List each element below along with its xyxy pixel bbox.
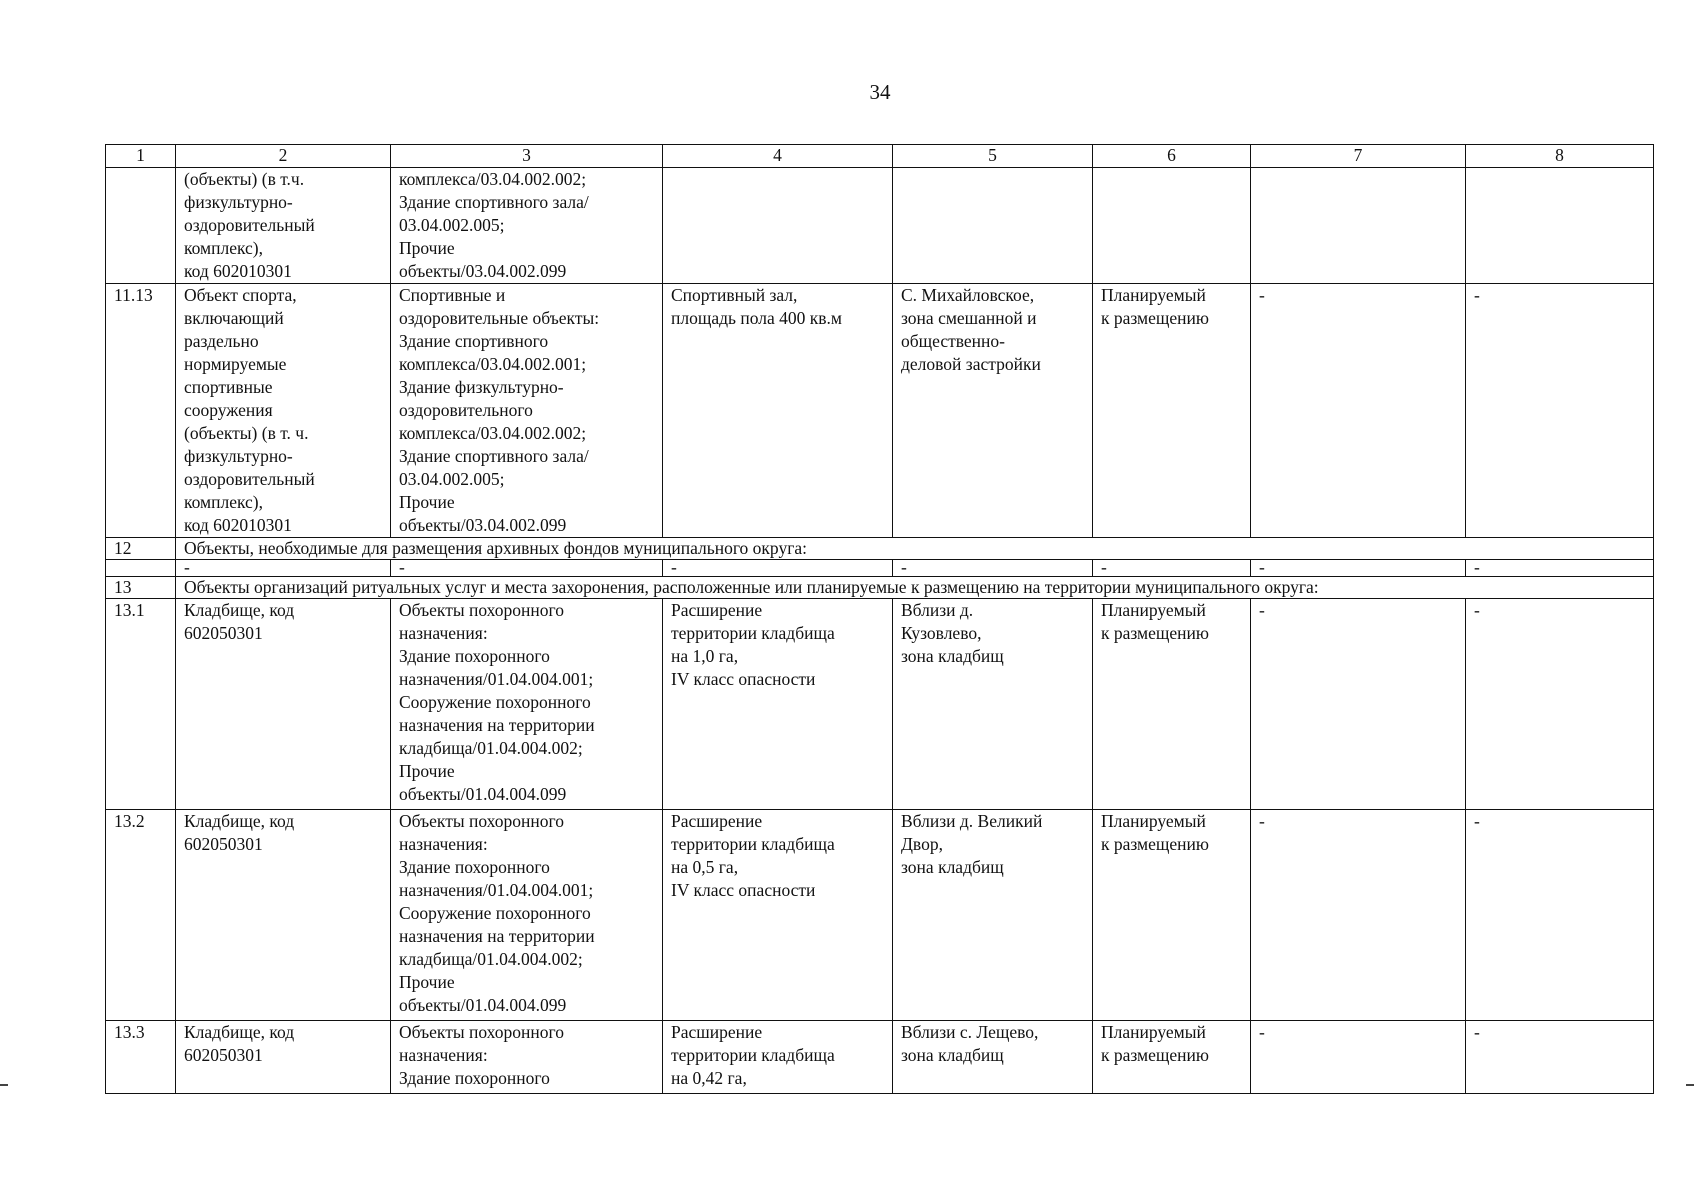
- column-8-cell: -: [1466, 599, 1654, 810]
- cell-line: Объекты похоронного: [399, 1022, 564, 1042]
- cell-line: объекты/03.04.002.099: [399, 515, 567, 535]
- characteristics-cell: [663, 810, 893, 1021]
- dash-cell: -: [893, 560, 1093, 577]
- cell-line: Планируемый: [1101, 600, 1206, 620]
- cell-line: Расширение: [671, 600, 763, 620]
- cell-line: 602050301: [184, 623, 263, 643]
- cell-line: оздоровительный: [184, 215, 315, 235]
- dash-cell: -: [1093, 560, 1251, 577]
- cell-line: 03.04.002.005;: [399, 215, 505, 235]
- cell-line: Объекты похоронного: [399, 600, 564, 620]
- section-title: Объекты, необходимые для размещения архивных фондов муниципального округа:: [176, 538, 1654, 560]
- characteristics-cell: [663, 284, 893, 538]
- page-number: 34: [869, 80, 891, 104]
- location-cell: [893, 1021, 1093, 1094]
- column-8-cell: [1466, 168, 1654, 284]
- cell-line: объекты/01.04.004.099: [399, 995, 567, 1015]
- section-number: 13: [106, 577, 176, 599]
- column-8-cell: -: [1466, 284, 1654, 538]
- cell-line: IV класс опасности: [671, 669, 816, 689]
- row-number: [106, 168, 176, 284]
- row-number: 13.3: [106, 1021, 176, 1094]
- header-cell: 4: [663, 145, 893, 168]
- cell-line: Здание похоронного: [399, 1068, 550, 1088]
- section-row: [106, 538, 1654, 560]
- location-cell: [893, 168, 1093, 284]
- table-row: [106, 599, 1654, 810]
- cell-line: Объект спорта,: [184, 285, 297, 305]
- header-cell: 5: [893, 145, 1093, 168]
- status-cell: [1093, 168, 1251, 284]
- cell-line: на 1,0 га,: [671, 646, 739, 666]
- cell-line: Планируемый: [1101, 811, 1206, 831]
- cell-line: территории кладбища: [671, 834, 835, 854]
- cell-line: площадь пола 400 кв.м: [671, 308, 842, 328]
- object-name-cell: [176, 810, 391, 1021]
- header-cell: 6: [1093, 145, 1251, 168]
- dash-row: [106, 560, 1654, 577]
- dash-cell: -: [391, 560, 663, 577]
- cell-line: оздоровительного: [399, 400, 533, 420]
- cell-line: С. Михайловское,: [901, 285, 1035, 305]
- dash-cell: -: [1466, 560, 1654, 577]
- cell-line: Прочие: [399, 761, 455, 781]
- cell-line: кладбища/01.04.004.002;: [399, 738, 583, 758]
- object-types-cell: [391, 810, 663, 1021]
- document-table: [105, 144, 1654, 1094]
- status-cell: [1093, 810, 1251, 1021]
- cell-line: физкультурно-: [184, 446, 293, 466]
- table-header-row: [106, 145, 1654, 168]
- cell-line: Кладбище, код: [184, 600, 295, 620]
- header-cell: 3: [391, 145, 663, 168]
- column-8-cell: -: [1466, 810, 1654, 1021]
- cell-line: к размещению: [1101, 308, 1209, 328]
- header-cell: 1: [106, 145, 176, 168]
- cell-line: Здание спортивного зала/: [399, 446, 589, 466]
- cell-line: спортивные: [184, 377, 273, 397]
- cell-line: Планируемый: [1101, 285, 1206, 305]
- cell-line: назначения на территории: [399, 715, 595, 735]
- characteristics-cell: [663, 1021, 893, 1094]
- cell-line: (объекты) (в т.ч.: [184, 169, 305, 189]
- cell-line: комплекса/03.04.002.002;: [399, 423, 587, 443]
- header-cell: 7: [1251, 145, 1466, 168]
- cell-line: Планируемый: [1101, 1022, 1206, 1042]
- row-number: 13.1: [106, 599, 176, 810]
- cell-line: Вблизи д. Великий: [901, 811, 1043, 831]
- characteristics-cell: [663, 599, 893, 810]
- object-types-cell: [391, 168, 663, 284]
- cell-line: Спортивный зал,: [671, 285, 798, 305]
- cell-line: назначения:: [399, 623, 488, 643]
- cell-line: территории кладбища: [671, 623, 835, 643]
- object-types-cell: [391, 599, 663, 810]
- cell-line: Прочие: [399, 972, 455, 992]
- scan-edge-mark: [1686, 1084, 1694, 1086]
- cell-line: 602050301: [184, 1045, 263, 1065]
- cell-line: Сооружение похоронного: [399, 692, 591, 712]
- location-cell: [893, 810, 1093, 1021]
- section-number: 12: [106, 538, 176, 560]
- row-number: 13.2: [106, 810, 176, 1021]
- column-7-cell: -: [1251, 599, 1466, 810]
- cell-line: комплекс),: [184, 492, 264, 512]
- column-7-cell: -: [1251, 284, 1466, 538]
- cell-line: Вблизи д.: [901, 600, 974, 620]
- cell-line: зона кладбищ: [901, 646, 1004, 666]
- cell-line: Прочие: [399, 238, 455, 258]
- cell-line: Прочие: [399, 492, 455, 512]
- location-cell: [893, 284, 1093, 538]
- cell-line: территории кладбища: [671, 1045, 835, 1065]
- section-title: Объекты организаций ритуальных услуг и места захоронения, расположенные или планируемые к размещению на территории муниципального округа:: [176, 577, 1654, 599]
- cell-line: Расширение: [671, 811, 763, 831]
- section-row: [106, 577, 1654, 599]
- cell-line: к размещению: [1101, 1045, 1209, 1065]
- cell-line: назначения/01.04.004.001;: [399, 880, 594, 900]
- cell-line: объекты/01.04.004.099: [399, 784, 567, 804]
- cell-line: зона смешанной и: [901, 308, 1037, 328]
- cell-line: Здание похоронного: [399, 857, 550, 877]
- cell-line: назначения:: [399, 834, 488, 854]
- status-cell: [1093, 1021, 1251, 1094]
- cell-line: Здание спортивного: [399, 331, 549, 351]
- cell-line: зона кладбищ: [901, 857, 1004, 877]
- cell-line: Здание похоронного: [399, 646, 550, 666]
- table-row: [106, 810, 1654, 1021]
- column-8-cell: -: [1466, 1021, 1654, 1094]
- empty-cell: [106, 560, 176, 577]
- header-cell: 8: [1466, 145, 1654, 168]
- cell-line: (объекты) (в т. ч.: [184, 423, 309, 443]
- cell-line: код 602010301: [184, 515, 292, 535]
- table-row: [106, 168, 1654, 284]
- row-number: 11.13: [106, 284, 176, 538]
- cell-line: Расширение: [671, 1022, 763, 1042]
- cell-line: общественно-: [901, 331, 1005, 351]
- cell-line: к размещению: [1101, 623, 1209, 643]
- cell-line: код 602010301: [184, 261, 292, 281]
- object-types-cell: [391, 284, 663, 538]
- cell-line: включающий: [184, 308, 284, 328]
- cell-line: 602050301: [184, 834, 263, 854]
- column-7-cell: [1251, 168, 1466, 284]
- object-name-cell: [176, 599, 391, 810]
- characteristics-cell: [663, 168, 893, 284]
- cell-line: сооружения: [184, 400, 273, 420]
- dash-cell: -: [1251, 560, 1466, 577]
- cell-line: IV класс опасности: [671, 880, 816, 900]
- cell-line: физкультурно-: [184, 192, 293, 212]
- cell-line: комплекс),: [184, 238, 264, 258]
- cell-line: кладбища/01.04.004.002;: [399, 949, 583, 969]
- cell-line: Кузовлево,: [901, 623, 982, 643]
- cell-line: Кладбище, код: [184, 811, 295, 831]
- cell-line: Спортивные и: [399, 285, 506, 305]
- cell-line: назначения/01.04.004.001;: [399, 669, 594, 689]
- cell-line: Кладбище, код: [184, 1022, 295, 1042]
- cell-line: Двор,: [901, 834, 943, 854]
- column-7-cell: -: [1251, 810, 1466, 1021]
- scan-edge-mark: [0, 1084, 8, 1086]
- location-cell: [893, 599, 1093, 810]
- dash-cell: -: [176, 560, 391, 577]
- cell-line: комплекса/03.04.002.002;: [399, 169, 587, 189]
- object-name-cell: [176, 284, 391, 538]
- status-cell: [1093, 599, 1251, 810]
- cell-line: 03.04.002.005;: [399, 469, 505, 489]
- cell-line: Сооружение похоронного: [399, 903, 591, 923]
- cell-line: нормируемые: [184, 354, 287, 374]
- cell-line: на 0,42 га,: [671, 1068, 747, 1088]
- dash-cell: -: [663, 560, 893, 577]
- cell-line: оздоровительные объекты:: [399, 308, 600, 328]
- table-row: [106, 284, 1654, 538]
- object-name-cell: [176, 1021, 391, 1094]
- cell-line: назначения на территории: [399, 926, 595, 946]
- cell-line: оздоровительный: [184, 469, 315, 489]
- cell-line: Здание физкультурно-: [399, 377, 564, 397]
- cell-line: деловой застройки: [901, 354, 1041, 374]
- cell-line: назначения:: [399, 1045, 488, 1065]
- cell-line: Объекты похоронного: [399, 811, 564, 831]
- cell-line: комплекса/03.04.002.001;: [399, 354, 587, 374]
- object-types-cell: [391, 1021, 663, 1094]
- object-name-cell: [176, 168, 391, 284]
- column-7-cell: -: [1251, 1021, 1466, 1094]
- header-cell: 2: [176, 145, 391, 168]
- cell-line: Здание спортивного зала/: [399, 192, 589, 212]
- cell-line: зона кладбищ: [901, 1045, 1004, 1065]
- cell-line: к размещению: [1101, 834, 1209, 854]
- cell-line: раздельно: [184, 331, 259, 351]
- cell-line: Вблизи с. Лещево,: [901, 1022, 1039, 1042]
- cell-line: на 0,5 га,: [671, 857, 739, 877]
- cell-line: объекты/03.04.002.099: [399, 261, 567, 281]
- status-cell: [1093, 284, 1251, 538]
- table-row: [106, 1021, 1654, 1094]
